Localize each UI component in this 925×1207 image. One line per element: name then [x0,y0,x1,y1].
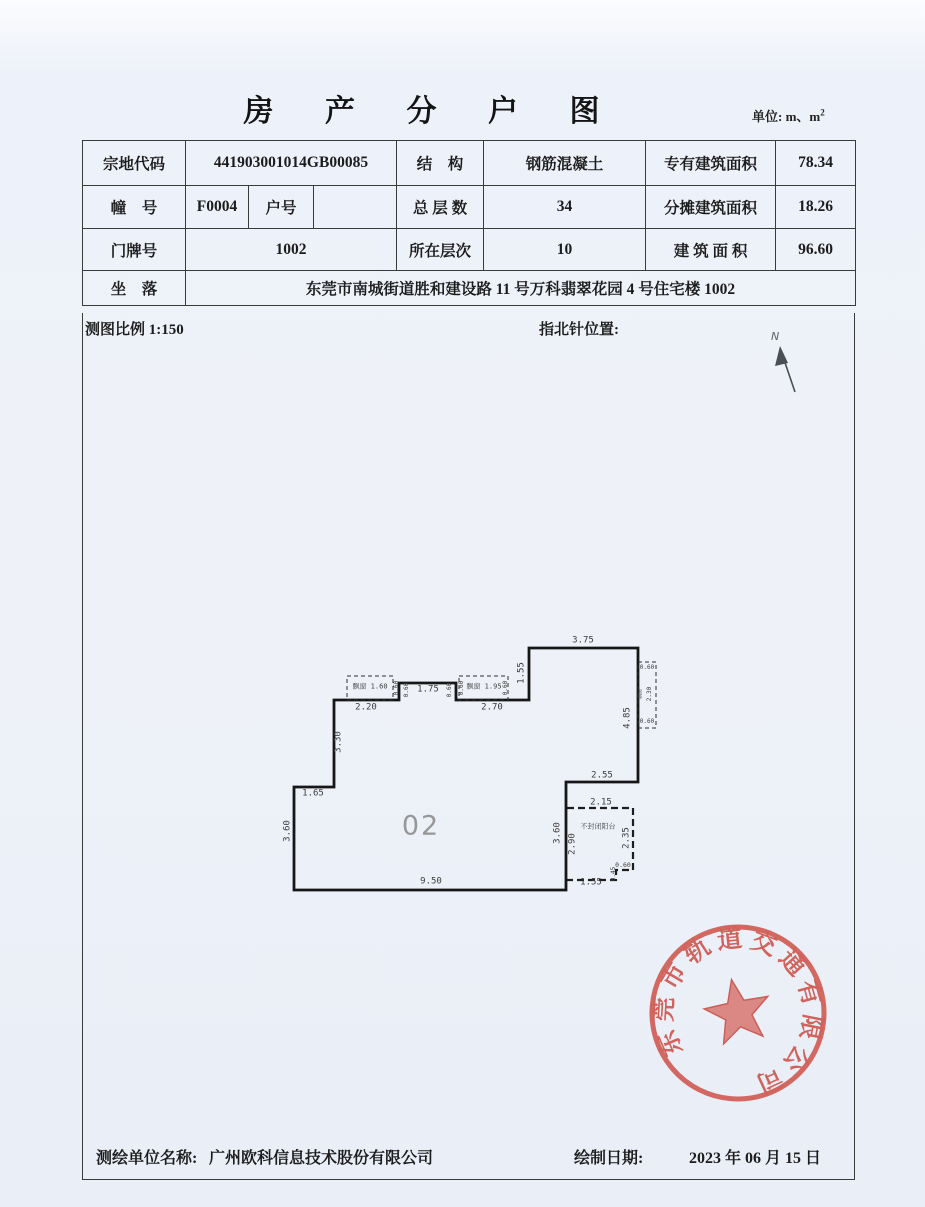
dimension-label: 9.50 [420,876,442,887]
label-exclusive-area: 专有建筑面积 [646,141,776,186]
surveyor-name-value: 广州欧科信息技术股份有限公司 [209,1150,434,1167]
label-parcel-code: 宗地代码 [83,141,186,186]
page-title: 房 产 分 户 图 [243,95,622,128]
dimension-label: 2.70 [481,702,503,713]
dimension-label: 3.60 [282,820,293,842]
label-building-no: 幢 号 [83,186,186,229]
label-shared-area: 分摊建筑面积 [646,186,776,229]
unit-number: 02 [401,810,441,842]
table-row-location [83,271,856,306]
dimension-label: 2.35 [621,827,632,849]
value-household-no [314,186,397,229]
dimension-label: 1.55 [516,662,527,684]
surveyor-name-label: 测绘单位名称: [96,1150,198,1167]
label-location: 坐 落 [83,271,186,306]
value-shared-area: 18.26 [776,186,856,229]
dimension-label: 0.60 [639,664,655,671]
value-building-area: 96.60 [776,229,856,271]
drawing-frame [82,313,855,1180]
dimension-label: 0.60 [502,680,509,696]
company-stamp [638,913,838,1113]
dimension-label: 1.75 [417,684,439,695]
label-building-area: 建 筑 面 积 [646,229,776,271]
label-total-floors: 总 层 数 [397,186,484,229]
value-total-floors: 34 [484,186,646,229]
drawing-date-value: 2023 年 06 月 15 日 [689,1150,822,1167]
value-structure: 钢筋混凝土 [484,141,646,186]
value-floor-level: 10 [484,229,646,271]
dimension-label: 0.60 [615,860,631,869]
table-row-door [83,229,856,271]
value-building-no: F0004 [186,186,249,229]
value-door-no: 1002 [186,229,397,271]
dimension-label: 3.60 [552,822,563,844]
floor-plan [271,630,681,910]
stamp-text: 东莞市轨道交通有限公司 [650,925,826,1098]
value-location: 东莞市南城街道胜和建设路 11 号万科翡翠花园 4 号住宅楼 1002 [186,271,856,306]
table-row-parcel [83,141,856,186]
value-parcel-code: 441903001014GB00085 [186,141,397,186]
dimension-label: 1.65 [302,788,324,799]
unit-note: 单位: m、$m^2$ [752,107,825,124]
svg-text:N: N [771,330,780,343]
dimension-label: 2.30 [646,686,653,702]
dimension-label: 0.60 [458,680,465,696]
label-door-no: 门牌号 [83,229,186,271]
dimension-label: 1.55 [580,877,602,888]
value-exclusive-area: 78.34 [776,141,856,186]
dimension-label: 不封闭阳台 [580,822,616,831]
label-structure: 结 构 [397,141,484,186]
dimension-label: 2.55 [591,770,613,781]
table-row-building [83,186,856,229]
north-position-label: 指北针位置: [539,322,619,338]
dimension-label: 0.45 [610,866,617,882]
map-scale-label: 测图比例 1:150 [85,322,184,338]
property-info-table [82,140,856,306]
dimension-label: 0.60 [446,682,453,698]
dimension-label: 2.90 [567,833,578,855]
dimension-label: 3.30 [333,731,344,753]
dimension-label: 0.60 [639,718,655,725]
dimension-label: 飘窗 1.95 [466,682,502,691]
label-floor-level: 所在层次 [397,229,484,271]
north-arrow-icon [761,322,821,402]
dimension-label: 2.20 [355,702,377,713]
dimension-label: 飘窗 1.60 [352,682,388,691]
dimension-label: 3.75 [572,635,594,646]
label-household-no: 户号 [249,186,314,229]
dimension-label: 0.60 [403,682,410,698]
stamp-star-icon [704,979,769,1044]
dimension-label: 0.60 [393,680,400,696]
dimension-label: 4.85 [622,707,633,729]
dimension-label: 2.15 [590,797,612,808]
drawing-date-label: 绘制日期: [574,1150,644,1167]
dimension-label: 飘窗 [637,688,644,700]
